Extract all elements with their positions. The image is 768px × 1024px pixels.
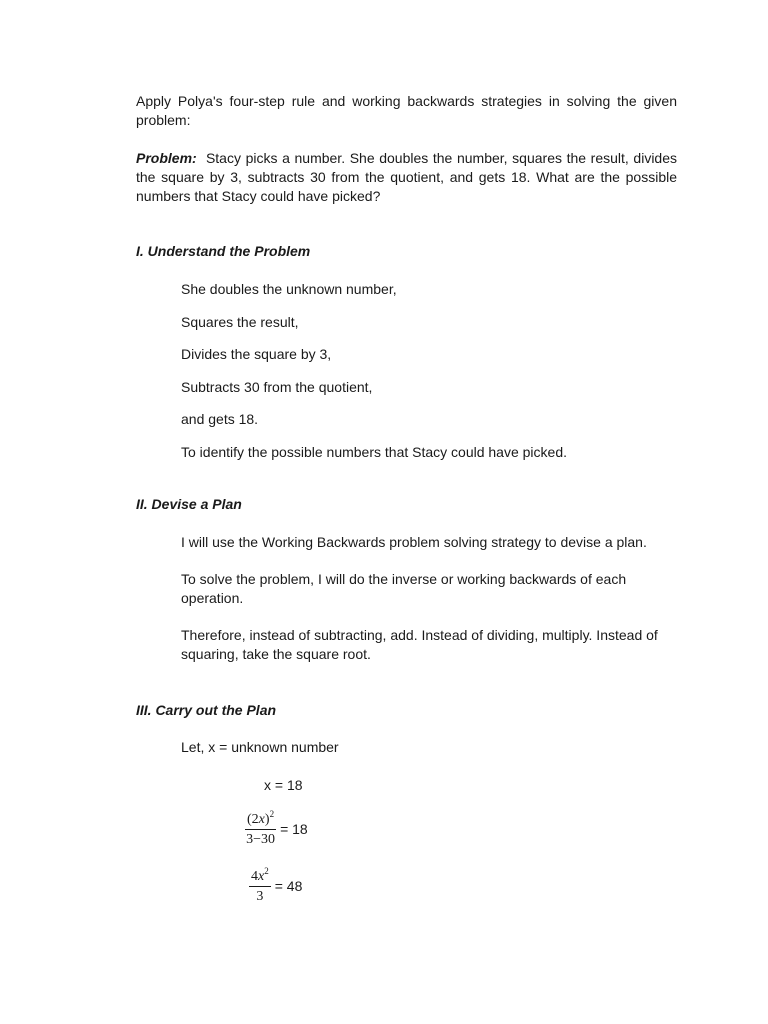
equation-2-denominator: 3−30 [246, 832, 275, 847]
equation-2-rhs: = 18 [280, 820, 308, 837]
equation-2-numerator: $(2x)^2$ [245, 810, 276, 830]
plan-paragraph-2: To solve the problem, I will do the inverse or working backwards of each operation. [181, 571, 627, 606]
intro-paragraph: Apply Polya's four-step rule and working backwards strategies in solving the given problem: [136, 93, 677, 128]
understand-line-6: To identify the possible numbers that Stacy could have picked. [181, 444, 567, 460]
problem-text: Stacy picks a number. She doubles the number, squares the result, divides the square by 3, subtracts 30 from the quotient, and gets 18. What are the possible numbers that Stacy could have picked? [136, 150, 678, 204]
plan-paragraph-1: I will use the Working Backwards problem solving strategy to devise a plan. [181, 534, 647, 550]
problem-paragraph [136, 149, 677, 206]
plan-paragraph-3: Therefore, instead of subtracting, add. Instead of dividing, multiply. Instead of squaring, take the square root. [181, 627, 658, 662]
equation-2 [245, 810, 308, 847]
problem-label: Problem: [136, 150, 197, 166]
equation-3-fraction [249, 867, 271, 904]
equation-3 [249, 867, 302, 904]
understand-line-1: She doubles the unknown number, [181, 281, 397, 297]
equation-3-denominator: 3 [256, 889, 264, 904]
section-3-heading: III. Carry out the Plan [136, 702, 277, 718]
understand-line-4: Subtracts 30 from the quotient, [181, 379, 373, 395]
equation-3-rhs: = 48 [274, 877, 303, 894]
equation-2-fraction [245, 810, 276, 847]
understand-line-3: Divides the square by 3, [181, 346, 332, 362]
equation-1: x = 18 [264, 777, 303, 793]
let-line: Let, x = unknown number [181, 739, 339, 755]
section-1-heading: I. Understand the Problem [136, 243, 311, 259]
section-2-heading: II. Devise a Plan [136, 496, 242, 512]
understand-line-5: and gets 18. [181, 411, 259, 427]
equation-3-numerator: $4x^2$ [249, 867, 271, 887]
understand-line-2: Squares the result, [181, 314, 299, 330]
